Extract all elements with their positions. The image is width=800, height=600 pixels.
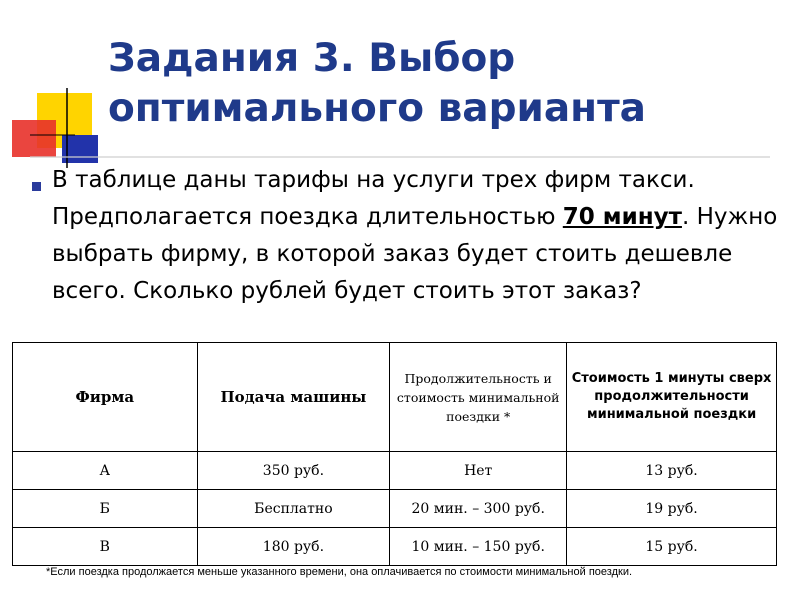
task-paragraph <box>52 162 797 310</box>
title-line-1: Задания 3. Выбор <box>108 36 516 81</box>
cell-per-minute: 13 руб. <box>567 452 777 490</box>
cell-firm: Б <box>13 490 198 528</box>
cell-min-trip: 10 мин. – 150 руб. <box>390 528 567 566</box>
slide-title <box>108 34 646 134</box>
cell-per-minute: 15 руб. <box>567 528 777 566</box>
cell-per-minute: 19 руб. <box>567 490 777 528</box>
cell-pickup: 350 руб. <box>197 452 390 490</box>
cell-min-trip: 20 мин. – 300 руб. <box>390 490 567 528</box>
task-text-start: В таблице даны тарифы на услуги трех фирм такси. Предполагается поездка длительностью <box>52 167 695 230</box>
title-line-2: оптимального варианта <box>108 86 647 131</box>
header-firm: Фирма <box>13 343 198 452</box>
task-duration-emphasis: 70 минут <box>562 204 682 230</box>
cell-firm: В <box>13 528 198 566</box>
table-row <box>13 452 777 490</box>
cell-min-trip: Нет <box>390 452 567 490</box>
deco-red-square <box>12 120 56 157</box>
cell-pickup: 180 руб. <box>197 528 390 566</box>
task-text-end: . Нужно выбрать фирму, в которой заказ будет стоить дешевле всего. Сколько рублей будет стоить этот заказ? <box>52 204 778 304</box>
footnote: *Если поездка продолжается меньше указанного времени, она оплачивается по стоимости минимальной поездки. <box>46 566 633 578</box>
cell-firm: А <box>13 452 198 490</box>
header-min-trip: Продолжительность и стоимость минимальной поездки * <box>390 343 567 452</box>
bullet-marker <box>32 182 41 191</box>
cell-pickup: Бесплатно <box>197 490 390 528</box>
table-row <box>13 490 777 528</box>
table-header-row <box>13 343 777 452</box>
tariff-table <box>12 342 777 566</box>
header-pickup: Подача машины <box>197 343 390 452</box>
header-per-minute: Стоимость 1 минуты сверх продолжительности минимальной поездки <box>567 343 777 452</box>
table-row <box>13 528 777 566</box>
